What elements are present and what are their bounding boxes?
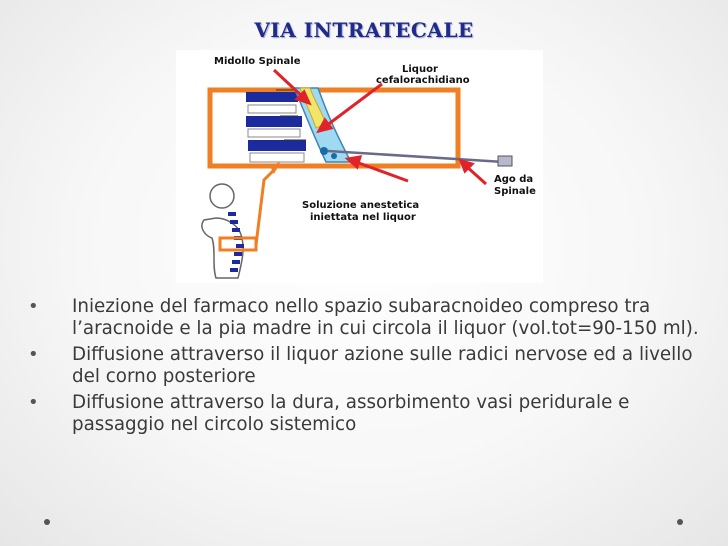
bullet-item: • Diffusione attraverso la dura, assorbimento vasi peridurale e passaggio nel circolo sistemico [28, 392, 630, 435]
spine-illustration [176, 50, 543, 283]
label-ago-2: Spinale [494, 186, 536, 197]
bullet-list [26, 296, 706, 440]
spinal-injection-figure [176, 50, 543, 283]
label-midollo: Midollo Spinale [214, 56, 301, 67]
label-liquor-2: cefalorachidiano [376, 75, 470, 86]
bullet-dot-icon: • [28, 392, 39, 413]
slide-title: VIA INTRATECALE [254, 18, 474, 42]
label-soluzione-2: iniettata nel liquor [310, 212, 416, 223]
bullet-dot-icon: • [28, 344, 39, 365]
label-liquor-1: Liquor [402, 64, 438, 75]
bullet-dot-icon: • [28, 296, 39, 317]
empty-bullet-left-dot [44, 519, 50, 525]
bullet-item: • Iniezione del farmaco nello spazio subaracnoideo compreso tra l’aracnoide e la pia madre in cui circola il liquor (vol.tot=90-150 ml). [28, 296, 699, 339]
label-soluzione-1: Soluzione anestetica [302, 200, 420, 211]
label-ago-1: Ago da [494, 174, 534, 185]
bullet-item: • Diffusione attraverso il liquor azione sulle radici nervose ed a livello del corno posteriore [28, 344, 693, 387]
empty-bullet-right-dot [677, 519, 683, 525]
